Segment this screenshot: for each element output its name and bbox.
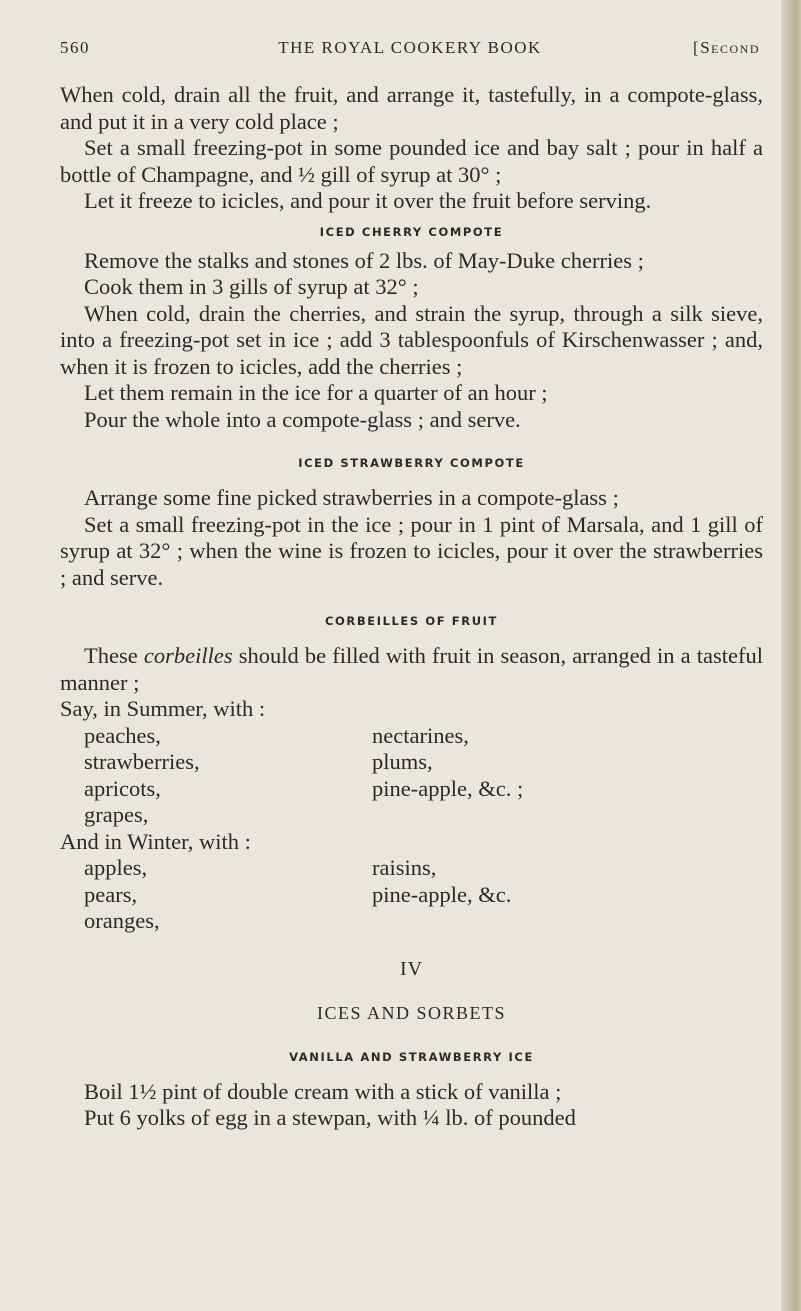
chapter-title: ICES AND SORBETS: [316, 1002, 507, 1023]
cherry-paragraph-2: Cook them in 3 gills of syrup at 32° ;: [84, 274, 419, 299]
cherry-paragraph-3: When cold, drain the cherries, and strain the syrup, through a silk sieve, into a freezing-pot set in ice ; add 3 tablespoonfuls of Kirschenwasser ; and, when it is frozen to icicles, add the cherries ;: [60, 300, 763, 379]
page-number: 560: [60, 38, 90, 57]
winter-label: And in Winter, with :: [60, 828, 251, 854]
list-item: raisins,: [372, 855, 437, 880]
list-item: oranges,: [84, 908, 160, 933]
cherry-paragraph-5: Pour the whole into a compote-glass ; and serve.: [84, 406, 521, 432]
corbeilles-intro-start: These: [84, 643, 144, 668]
corbeilles-heading: CORBEILLES OF FRUIT: [325, 614, 498, 628]
list-item: apricots,: [84, 775, 161, 801]
section-label: [Second: [693, 38, 760, 57]
corbeilles-italic-word: corbeilles: [143, 643, 233, 668]
intro-paragraph-3: Let it freeze to icicles, and pour it over the fruit before serving.: [84, 188, 652, 213]
list-item: grapes,: [84, 802, 149, 827]
vanilla-paragraph-2: Put 6 yolks of egg in a stewpan, with ¼ lb. of pounded: [84, 1105, 576, 1130]
page-edge: [781, 0, 801, 1311]
summer-label: Say, in Summer, with :: [60, 696, 266, 721]
running-title: THE ROYAL COOKERY BOOK: [278, 38, 542, 57]
corbeilles-intro-end: should be filled with fruit in season, arranged in a tasteful manner ;: [60, 643, 763, 695]
running-header: [60, 38, 760, 68]
strawberry-paragraph-2: Set a small freezing-pot in the ice ; pour in 1 pint of Marsala, and 1 gill of syrup at 32° ; when the wine is frozen to icicles, pour it over the strawberries ; and serve.: [60, 511, 763, 590]
page-body: [60, 82, 763, 1132]
list-item: apples,: [84, 855, 148, 880]
iced-strawberry-heading: ICED STRAWBERRY COMPOTE: [298, 456, 525, 470]
vanilla-heading: VANILLA AND STRAWBERRY ICE: [289, 1049, 534, 1064]
list-item: pine-apple, &c.: [372, 881, 512, 907]
list-row: [60, 749, 763, 776]
intro-paragraph-1: When cold, drain all the fruit, and arrange it, tastefully, in a compote-glass, and put it in a very cold place ;: [60, 82, 763, 134]
list-row: [60, 882, 763, 909]
list-row: [60, 776, 763, 803]
list-row: [60, 802, 763, 829]
list-item: peaches,: [84, 722, 161, 748]
summer-label-row: [60, 696, 763, 723]
list-item: pears,: [84, 881, 138, 907]
list-item: pine-apple, &c. ;: [372, 775, 524, 801]
strawberry-paragraph-1: Arrange some fine picked strawberries in a compote-glass ;: [84, 485, 619, 510]
winter-label-row: [60, 829, 763, 856]
list-row: [60, 855, 763, 882]
list-item: strawberries,: [84, 749, 200, 774]
list-item: plums,: [372, 749, 433, 774]
list-item: nectarines,: [372, 722, 469, 748]
iced-cherry-heading: ICED CHERRY COMPOTE: [319, 224, 504, 239]
list-row: [60, 723, 763, 750]
fruit-listing: [60, 696, 763, 935]
list-row: [60, 908, 763, 935]
vanilla-paragraph-1: Boil 1½ pint of double cream with a stick of vanilla ;: [84, 1078, 562, 1104]
cherry-paragraph-4: Let them remain in the ice for a quarter of an hour ;: [84, 380, 548, 405]
corbeilles-intro: [60, 643, 763, 696]
cherry-paragraph-1: Remove the stalks and stones of 2 lbs. of May-Duke cherries ;: [84, 247, 644, 273]
intro-paragraph-2: Set a small freezing-pot in some pounded ice and bay salt ; pour in half a bottle of Champagne, and ½ gill of syrup at 30° ;: [60, 135, 763, 187]
chapter-number: IV: [399, 957, 424, 980]
